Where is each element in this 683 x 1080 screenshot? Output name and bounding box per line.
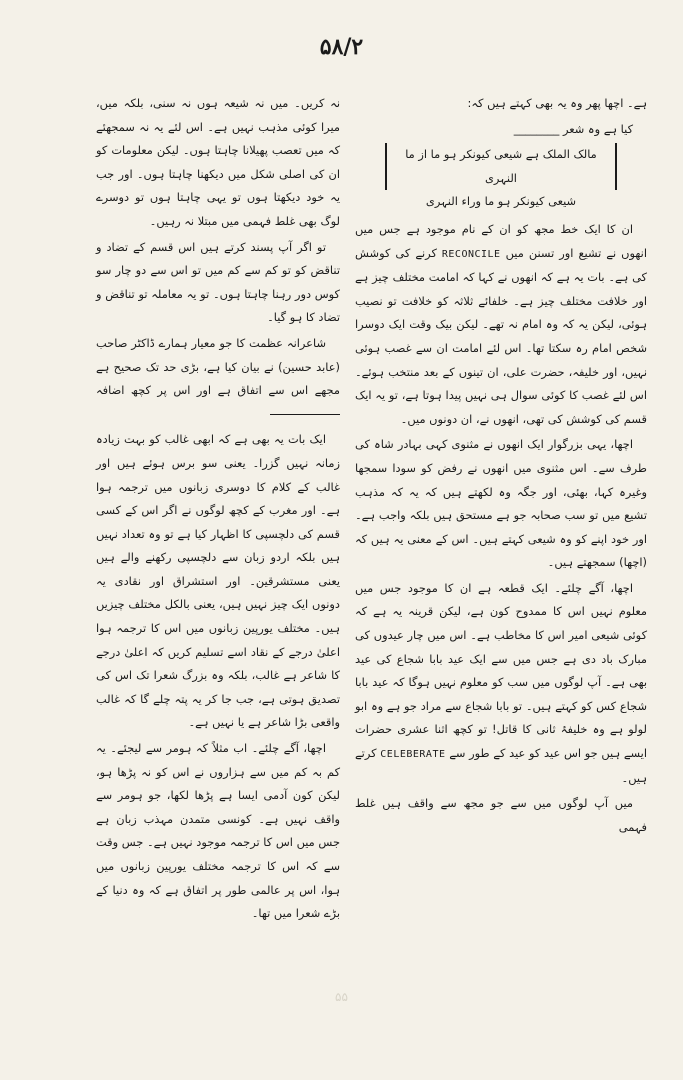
paragraph: اچھا، یہی بزرگوار ایک انھوں نے مثنوی کہی بہادر شاہ کی طرف سے۔ اس مثنوی میں انھوں نے رفض کو سودا سمجھا وغیرہ کہا، بھئی، اور جگہ وہ لکھتے ہیں کہ یہ کہ مذہب تشیع میں تو سب صحابہ جو ہے مستحق ہیں بلکہ واجب ہے۔ اور خود اپنے کو وہ شیعی کہتے ہیں۔ اس کے معنی یہ ہیں کہ (اچھا) سمجھتے ہیں۔ <box>355 437 647 570</box>
left-column <box>96 92 340 928</box>
paragraph: ایک بات یہ بھی ہے کہ ابھی غالب کو بہت زیادہ زمانہ نہیں گزرا۔ یعنی سو برس ہوئے ہیں اور غالب کے کلام کا دوسری زبانوں میں ترجمہ ہوا ہے۔ اور مغرب کے کچھ لوگوں نے اگر اس کے کسی قسم کی دلچسپی کا اظہار کیا ہے تو وہ تعداد نہیں ہیں بلکہ اردو زبان سے دلچسپی رکھنے والے ہیں یعنی مستشرقین۔ اور استشراق اور نقادی یہ دونوں ایک چیز نہیں ہیں، یعنی بالکل مختلف چیزیں ہیں۔ مختلف یورپین زبانوں میں اس کا ترجمہ ہوا اعلیٰ درجے کے نقاد اسے تسلیم کریں کہ اعلیٰ درجے کا شاعر ہے غالب، بلکہ وہ بزرگ شعرا تک اس کی تصدیق ہوتی ہے، جب جا کر یہ پتہ چلے گا کہ غالب واقعی بڑا شاعر ہے یا نہیں ہے۔ <box>96 432 340 730</box>
paragraph: اچھا، آگے چلئے۔ اب مثلاً کہ ہومر سے لیجئے۔ یہ کم بہ کم میں سے ہزاروں نے اس کو نہ پڑھا ہو، لیکن کون آدمی ایسا ہے پڑھا لکھا، جو ہومر سے واقف نہیں ہے۔ کونسی متمدن مہذب زبان ہے جس میں اس کا ترجمہ موجود نہیں ہے۔ جس وقت سے کہ اس کا ترجمہ مختلف یورپین زبانوں میں ہوا، اس پر عالمی طور پر اتفاق ہے کہ وہ دنیا کے بڑے شعرا میں تھا۔ <box>96 741 340 921</box>
paragraph <box>355 218 647 431</box>
verse-line-2: شیعی کیونکر ہو ما وراء النہری <box>425 194 577 209</box>
page-number: ۵۸/۲ <box>319 34 364 60</box>
paragraph-text: کرتے ہیں۔ <box>355 746 647 785</box>
paragraph: تو اگر آپ پسند کرتے ہیں اس قسم کے تضاد و تناقض کو تو کم سے کم میں تو اس سے دو چار سو کوس دور رہنا چاہتا ہوں۔ تو یہ معاملہ تو تناقض و تضاد کا ہو گیا۔ <box>96 239 340 325</box>
paragraph: نہ کریں۔ میں نہ شیعہ ہوں نہ سنی، بلکہ میں، میرا کوئی مذہب نہیں ہے۔ اس لئے یہ نہ سمجھئے کہ میں تعصب پھیلانا چاہتا ہوں۔ لیکن معلومات کو ان کی اصلی شکل میں دیکھنا چاہتا ہوں۔ اور جب یہ خود دیکھتا ہوں تو یہی چاہتا ہوں تو دوسرے لوگ بھی غلط فہمی میں مبتلا نہ رہیں۔ <box>96 96 340 228</box>
dash-rule <box>270 414 340 415</box>
bleed-through-mark: ۵۵ <box>335 990 348 1004</box>
paragraph: میں آپ لوگوں میں سے جو مجھ سے واقف ہیں غلط فہمی <box>355 796 647 834</box>
verse-line-1: مالک الملک ہے شیعی کیونکر ہو ما از ما النہری <box>405 147 597 185</box>
paragraph-text: اچھا، آگے چلئے۔ ایک قطعہ ہے ان کا موجود جس میں معلوم نہیں اس کا ممدوح کون ہے، لیکن قرینہ یہ ہے کہ کوئی شیعی امیر اس کا مخاطب ہے۔ اس میں چار عیدوں کی مبارک باد دی ہے جس میں سے ایک عید بابا شجاع کی عید بھی ہے۔ آپ لوگوں میں سب کو معلوم نہیں ہوگا کہ عید بابا شجاع کس کو کہتے ہیں۔ تو بابا شجاع سے مراد جو ہے وہ ابو لولو ہے وہ خلیفۂ ثانی کا قاتل! تو کچھ اثنا عشری حضرات ایسے ہیں جو اس عید کو عید کے طور سے <box>355 580 648 761</box>
intro-line-2: کیا ہے وہ شعر ________ <box>513 121 633 136</box>
paragraph-text: کرنے کی کوشش کی ہے۔ بات یہ ہے کہ انھوں نے کہا کہ امامت مختلف چیز ہے اور خلافت مختلف چیز ہے۔ خلفائے ثلاثہ کو خلافت تو نصیب ہوئی، لیکن یہ کہ وہ امام نہ تھے۔ لیکن بیک وقت ایک دوسرا شخص امام رہ سکتا تھا۔ اس لئے امامت ان سے غصب ہوئی نہیں، اور خلیفہ، حضرت علی، ان تینوں کے بعد منتخب ہوئے۔ اس لئے غصب کا کوئی سوال ہی نہیں پیدا ہوتا ہے، تو یہ ایک قسم کی کوشش کی تھی، انھوں نے، ان دونوں میں۔ <box>355 245 647 426</box>
paragraph-text: ان کا ایک خط مجھ کو ان کے نام موجود ہے جس میں انھوں نے تشیع اور تسنن میں <box>355 221 647 260</box>
intro-line: ہے۔ اچھا پھر وہ یہ بھی کہتے ہیں کہ: <box>467 96 647 110</box>
paragraph-text: شاعرانہ عظمت کا جو معیار ہمارے ڈاکٹر صاحب (عابد حسین) نے بیان کیا ہے، بڑی حد تک صحیح ہے مجھے اس سے اتفاق ہے اور اس پر کچھ اضافہ <box>96 335 340 398</box>
right-column <box>355 92 647 841</box>
paragraph <box>96 332 340 426</box>
english-word: RECONCILE <box>441 248 501 260</box>
english-word: CELEBERATE <box>380 749 446 761</box>
verse-box <box>385 143 617 190</box>
paragraph <box>355 577 647 790</box>
